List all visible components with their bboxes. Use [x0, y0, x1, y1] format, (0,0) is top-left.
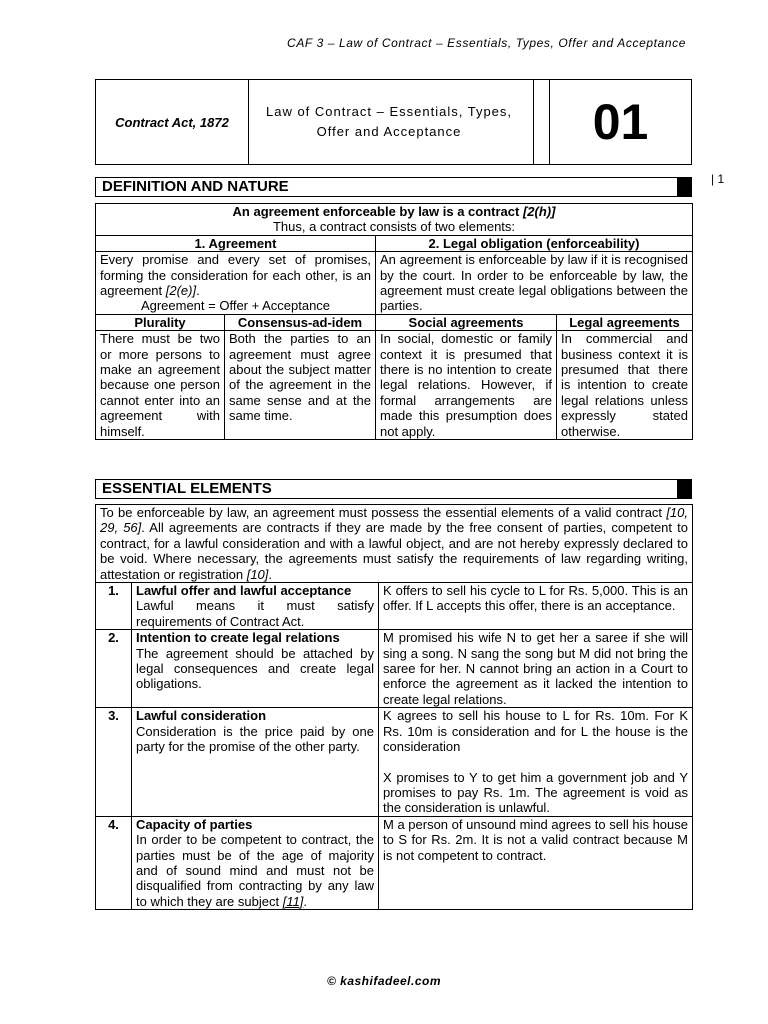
social-agreements-text: In social, domestic or family context it is presumed that there is no intention to create legal relations. However, if formal arrangements are made this presumption does not apply.	[376, 331, 557, 440]
consensus-text: Both the parties to an agreement must agree about the subject matter of the agreement in the same sense and at the same time.	[225, 331, 376, 440]
agreement-formula: Agreement = Offer + Acceptance	[140, 298, 331, 314]
element-title: Lawful consideration	[136, 708, 267, 724]
table-row	[96, 331, 693, 440]
example-cell	[379, 708, 693, 816]
table-row	[96, 816, 693, 909]
section-heading-text: ESSENTIAL ELEMENTS	[102, 480, 272, 497]
element-description: Consideration is the price paid by one party for the promise of the other party.	[136, 723, 374, 755]
example-cell: M promised his wife N to get her a saree if she will sing a song. N sang the song but M did not bring the saree for her. N cannot bring an action in a Court to enforce the agreement as it lacked the intention to create legal relations.	[379, 630, 693, 708]
column-heading: 2. Legal obligation (enforceability)	[376, 235, 693, 251]
table-row	[96, 505, 693, 583]
footer-copyright: © kashifadeel.com	[326, 974, 442, 988]
heading-marker	[677, 480, 691, 498]
element-title: Intention to create legal relations	[136, 630, 340, 646]
agreement-definition: Every promise and every set of promises, forming the consideration for each other, is an agreement [2(e)]. Agreement = Offer + Acceptance	[96, 252, 376, 315]
plurality-text: There must be two or more persons to make an agreement because one person cannot enter into an agreement with himself.	[96, 331, 225, 440]
row-number: 2.	[96, 630, 132, 708]
table-row	[96, 630, 693, 708]
example-cell: M a person of unsound mind agrees to sell his house to S for Rs. 2m. It is not a valid contract because M is not competent to contract.	[379, 816, 693, 909]
legal-obligation-definition: An agreement is enforceable by law if it is recognised by the court. In order to be enforceable by law, the agreement must create legal obligations between the parties.	[376, 252, 693, 315]
subheading-legal: Legal agreements	[557, 314, 693, 330]
essentials-table	[95, 504, 693, 910]
section-heading-definition	[95, 177, 692, 197]
table-row	[96, 314, 693, 330]
column-heading: 1. Agreement	[96, 235, 376, 251]
table-row	[96, 708, 693, 816]
subheading-consensus: Consensus-ad-idem	[225, 314, 376, 330]
act-name: Contract Act, 1872	[115, 114, 229, 130]
table-row	[96, 204, 693, 236]
essentials-intro: To be enforceable by law, an agreement must possess the essential elements of a valid contract [10, 29, 56]. All agreements are contracts if they are made by the free consent of parties, competent to contract, for a lawful consideration and with a lawful object, and are not hereby expressly declared to be void. Where necessary, the agreements must satisfy the requirements of law regarding writing, attestation or registration [10].	[96, 505, 693, 583]
element-cell	[132, 816, 379, 909]
example-cell: K offers to sell his cycle to L for Rs. 5,000. This is an offer. If L accepts this offer, there is an acceptance.	[379, 583, 693, 630]
definition-table	[95, 203, 693, 440]
section-heading-text: DEFINITION AND NATURE	[102, 178, 289, 195]
element-cell	[132, 583, 379, 630]
element-description: The agreement should be attached by legal consequences and create legal obligations.	[136, 645, 374, 692]
element-cell	[132, 630, 379, 708]
heading-marker	[677, 178, 691, 196]
subheading-social: Social agreements	[376, 314, 557, 330]
section-heading-essentials	[95, 479, 692, 499]
running-header: CAF 3 – Law of Contract – Essentials, Types, Offer and Acceptance	[287, 36, 686, 50]
example-text: K agrees to sell his house to L for Rs. 10m. For K Rs. 10m is consideration and for L the house is the consideration	[383, 708, 688, 755]
divider	[533, 80, 534, 164]
chapter-number: 01	[592, 94, 649, 150]
table-row	[96, 583, 693, 630]
row-number: 3.	[96, 708, 132, 816]
row-number: 4.	[96, 816, 132, 909]
example-text: X promises to Y to get him a government job and Y promises to pay Rs. 1m. The agreement is void as the consideration is unlawful.	[383, 769, 688, 816]
element-cell	[132, 708, 379, 816]
table-row	[96, 252, 693, 315]
definition-lead: An agreement enforceable by law is a contract [2(h)] Thus, a contract consists of two elements:	[96, 204, 693, 236]
page-number: | 1	[711, 172, 725, 186]
table-row	[96, 235, 693, 251]
row-number: 1.	[96, 583, 132, 630]
element-description: In order to be competent to contract, the parties must be of the age of majority and of sound mind and must not be disqualified from contracting by any law to which they are subject [11].	[136, 832, 374, 909]
legal-agreements-text: In commercial and business context it is presumed that there is intention to create legal relations unless expressly stated otherwise.	[557, 331, 693, 440]
element-title: Capacity of parties	[136, 816, 253, 832]
subheading-plurality: Plurality	[96, 314, 225, 330]
element-description: Lawful means it must satisfy requirements of Contract Act.	[136, 598, 374, 629]
chapter-topic: Law of Contract – Essentials, Types, Offer and Acceptance	[265, 104, 513, 139]
chapter-title-box	[95, 79, 692, 165]
element-title: Lawful offer and lawful acceptance	[136, 583, 352, 599]
